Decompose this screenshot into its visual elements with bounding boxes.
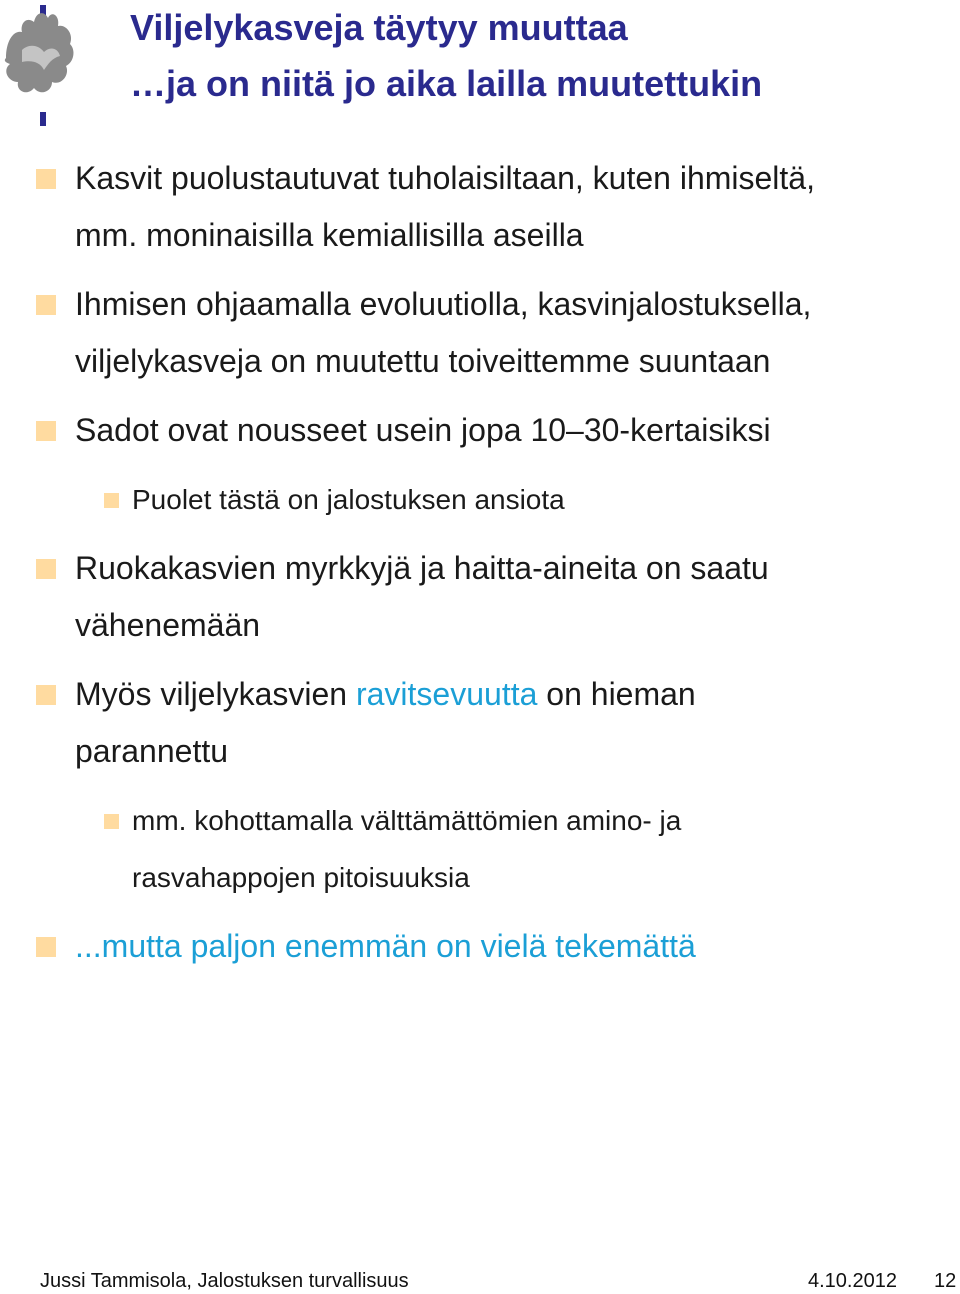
- bullet-text-part: on hieman: [537, 676, 696, 712]
- bullet-text: Ihmisen ohjaamalla evoluutiolla, kasvinjalostuksella,: [75, 286, 812, 322]
- title-line-1: Viljelykasveja täytyy muuttaa: [130, 7, 628, 48]
- bullet-text-part: Myös viljelykasvien: [75, 676, 356, 712]
- bullet-square-icon: [36, 937, 56, 957]
- bullet-text: Ruokakasvien myrkkyjä ja haitta-aineita on saatu: [75, 550, 769, 586]
- bullet-text: mm. moninaisilla kemiallisilla aseilla: [75, 217, 584, 253]
- sub-bullet-square-icon: [104, 814, 119, 829]
- bullet-text: [75, 666, 960, 723]
- sub-bullet-item: [0, 792, 960, 906]
- university-flame-logo-icon: [0, 0, 80, 130]
- bullet-square-icon: [36, 421, 56, 441]
- bullet-item: [0, 276, 960, 390]
- sub-bullet-square-icon: [104, 493, 119, 508]
- bullet-square-icon: [36, 559, 56, 579]
- title-line-2: …ja on niitä jo aika lailla muutettukin: [130, 63, 763, 104]
- sub-bullet-text: Puolet tästä on jalostuksen ansiota: [132, 484, 565, 515]
- bullet-text: parannettu: [75, 733, 229, 769]
- bullet-item: [0, 666, 960, 780]
- bullet-text: viljelykasveja on muutettu toiveittemme suuntaan: [75, 343, 771, 379]
- bullet-item: [0, 150, 960, 264]
- footer-author: Jussi Tammisola, Jalostuksen turvallisuus: [40, 1270, 409, 1292]
- bullet-item: [0, 918, 960, 975]
- sub-bullet-text: mm. kohottamalla välttämättömien amino- ja: [132, 805, 682, 836]
- bullet-list: [0, 150, 960, 975]
- bullet-text: ...mutta paljon enemmän on vielä tekemättä: [75, 928, 696, 964]
- bullet-item: [0, 402, 960, 459]
- sub-bullet-item: [0, 471, 960, 528]
- bullet-text: vähenemään: [75, 607, 261, 643]
- bullet-square-icon: [36, 685, 56, 705]
- sub-bullet-text: rasvahappojen pitoisuuksia: [132, 862, 470, 893]
- footer-date: 4.10.2012: [808, 1270, 897, 1292]
- highlighted-text: ravitsevuutta: [355, 676, 538, 712]
- bullet-item: [0, 540, 960, 654]
- bullet-text: Sadot ovat nousseet usein jopa 10–30-kertaisiksi: [75, 412, 771, 448]
- bullet-square-icon: [36, 169, 56, 189]
- footer-page-number: 12: [934, 1270, 957, 1292]
- bullet-text: Kasvit puolustautuvat tuholaisiltaan, kuten ihmiseltä,: [75, 160, 815, 196]
- slide-title: [130, 0, 762, 112]
- bullet-square-icon: [36, 295, 56, 315]
